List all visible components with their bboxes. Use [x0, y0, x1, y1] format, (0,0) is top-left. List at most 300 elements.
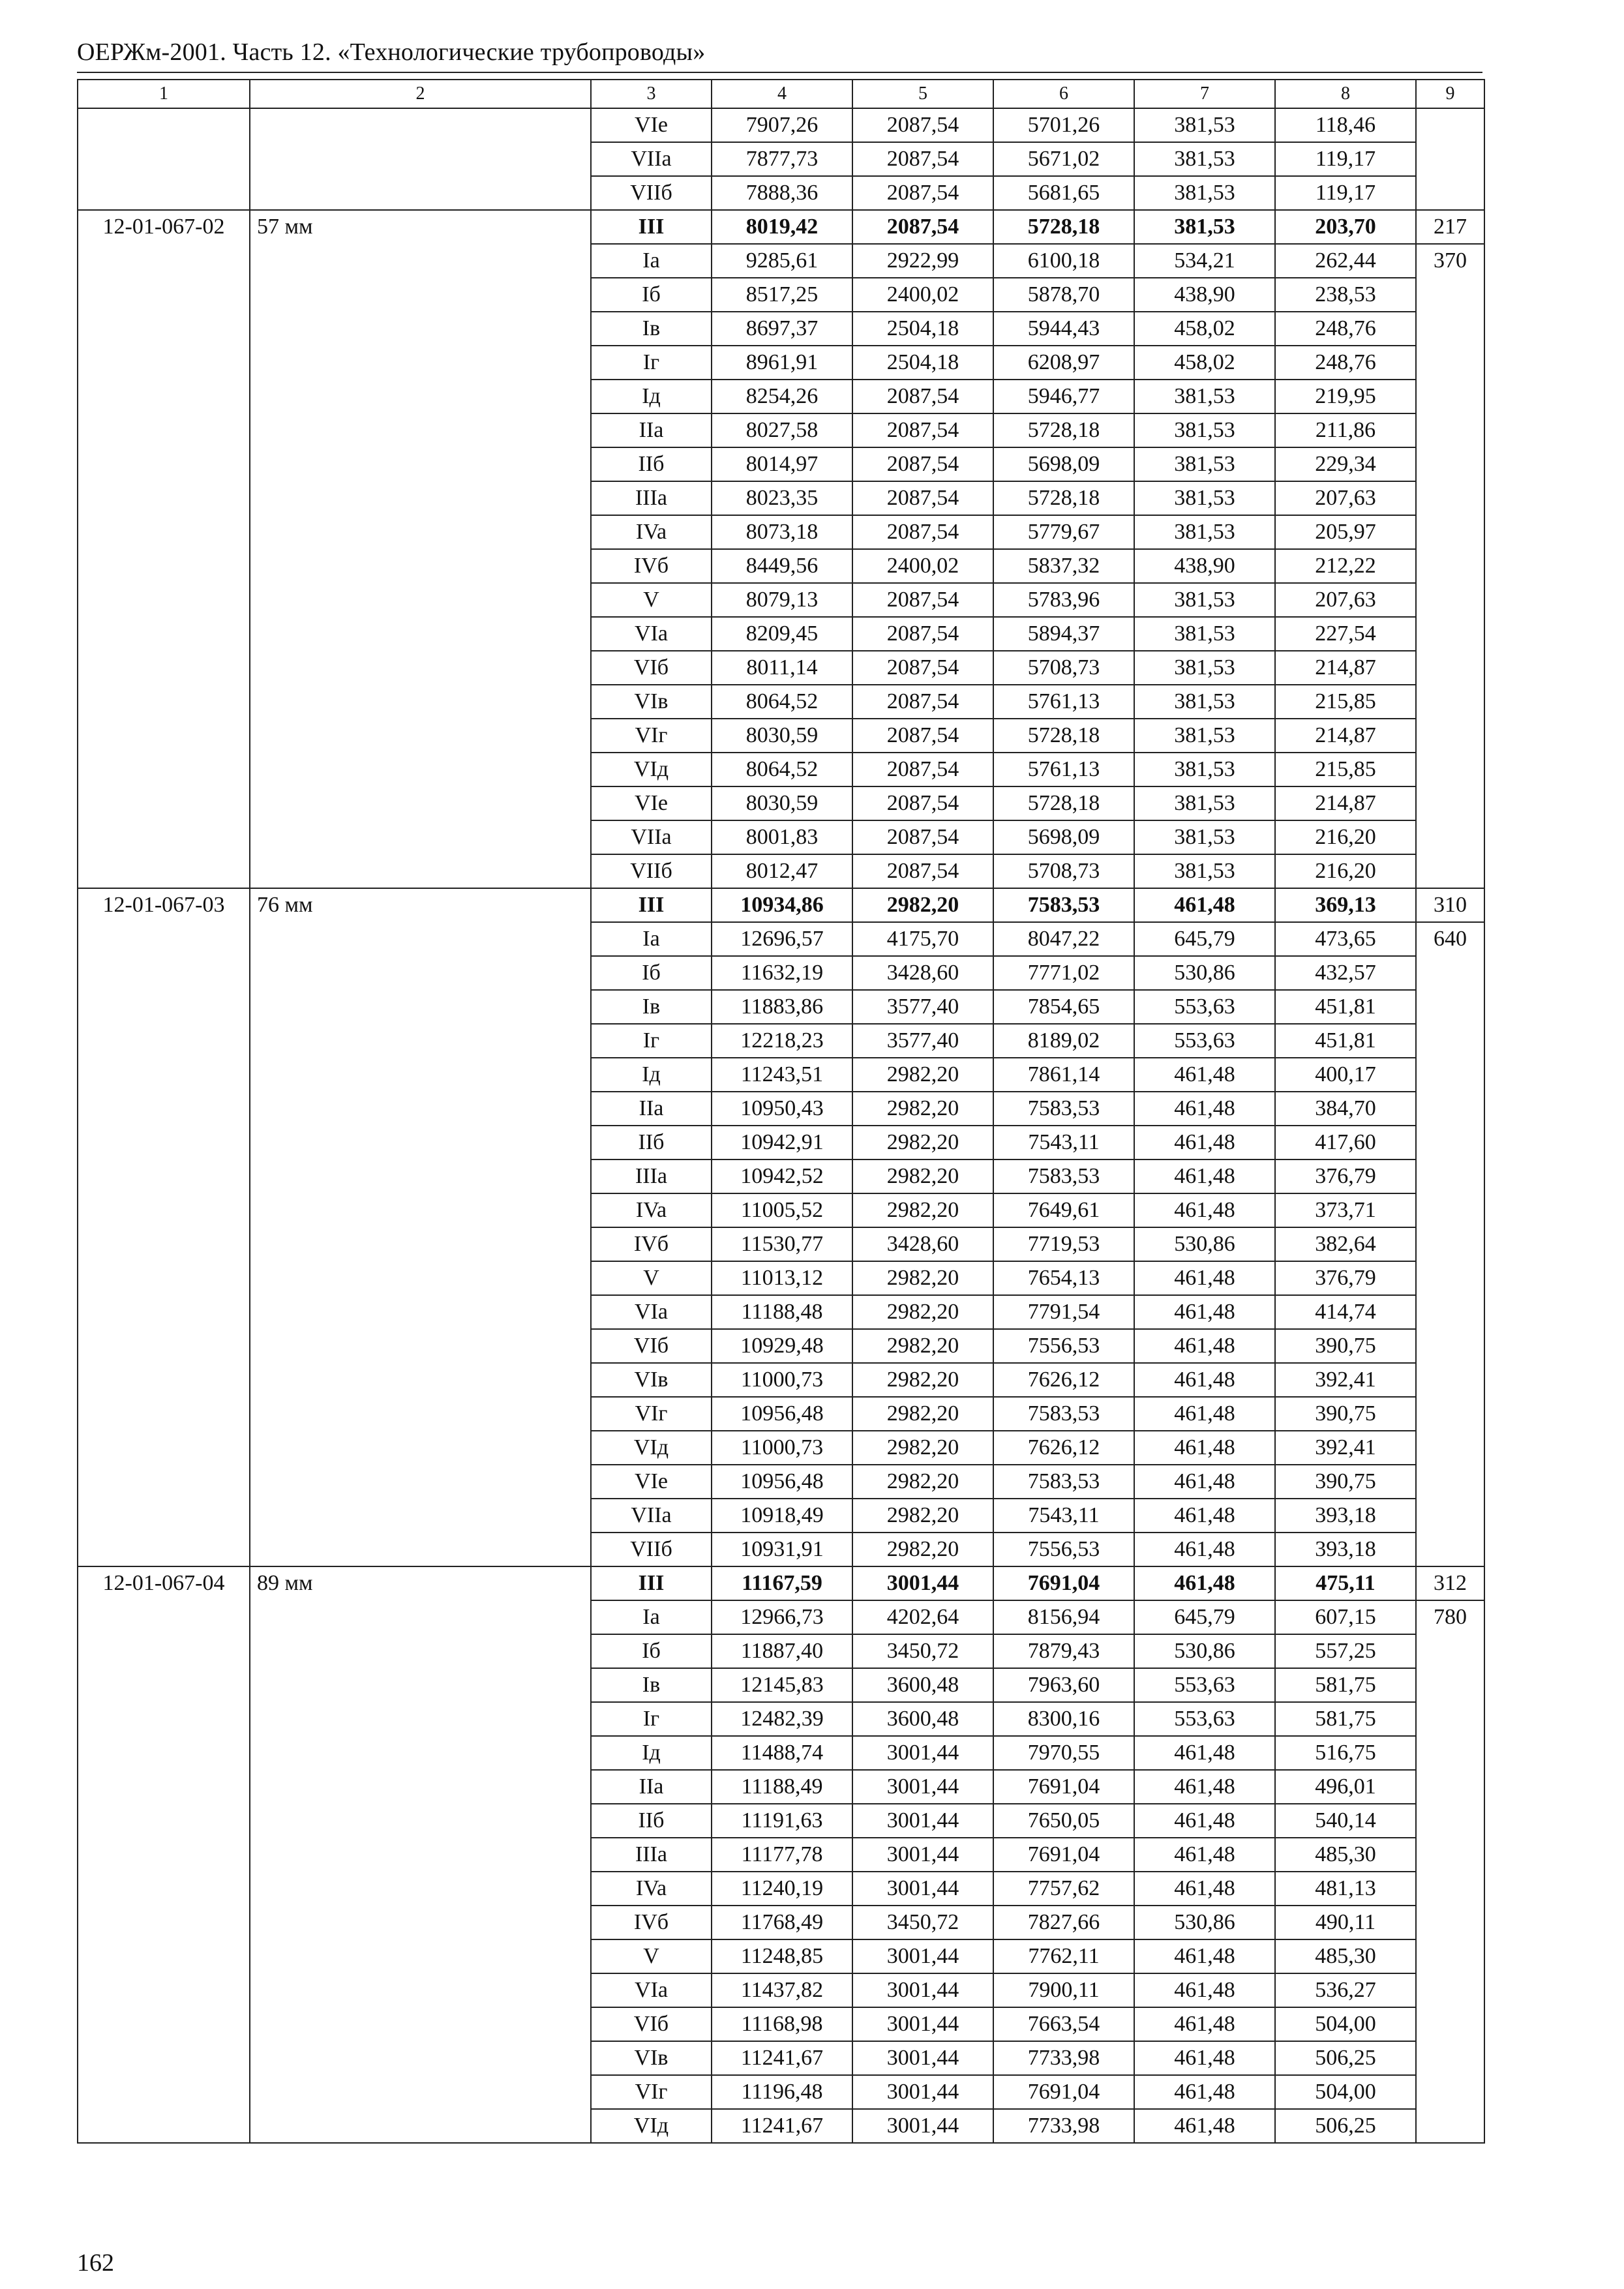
- zone-cell: IIIa: [591, 1838, 712, 1872]
- value-cell: 7583,53: [993, 1159, 1134, 1193]
- col9-cell: 370: [1416, 244, 1484, 888]
- value-cell: 219,95: [1275, 380, 1416, 413]
- pipe-size-cell: 76 мм: [250, 888, 591, 1566]
- value-cell: 248,76: [1275, 346, 1416, 380]
- value-cell: 3001,44: [852, 1939, 993, 1973]
- col9-cell: 780: [1416, 1600, 1484, 2143]
- zone-cell: VIe: [591, 786, 712, 820]
- value-cell: 5728,18: [993, 719, 1134, 753]
- value-cell: 376,79: [1275, 1159, 1416, 1193]
- value-cell: 7907,26: [712, 108, 852, 142]
- value-cell: 5698,09: [993, 820, 1134, 854]
- zone-cell: Iг: [591, 1702, 712, 1736]
- value-cell: 10931,91: [712, 1533, 852, 1566]
- value-cell: 11013,12: [712, 1261, 852, 1295]
- value-cell: 11196,48: [712, 2075, 852, 2109]
- value-cell: 461,48: [1134, 1770, 1275, 1804]
- value-cell: 461,48: [1134, 1804, 1275, 1838]
- value-cell: 461,48: [1134, 1499, 1275, 1533]
- value-cell: 461,48: [1134, 1566, 1275, 1600]
- value-cell: 534,21: [1134, 244, 1275, 278]
- value-cell: 7583,53: [993, 1465, 1134, 1499]
- value-cell: 473,65: [1275, 922, 1416, 956]
- value-cell: 8047,22: [993, 922, 1134, 956]
- value-cell: 11188,48: [712, 1295, 852, 1329]
- zone-cell: IIб: [591, 1126, 712, 1159]
- value-cell: 384,70: [1275, 1092, 1416, 1126]
- value-cell: 2087,54: [852, 108, 993, 142]
- zone-cell: Iб: [591, 278, 712, 312]
- value-cell: 214,87: [1275, 651, 1416, 685]
- value-cell: 119,17: [1275, 176, 1416, 210]
- table-row: [78, 1566, 1484, 1600]
- page-number: 162: [77, 2249, 114, 2277]
- value-cell: 10934,86: [712, 888, 852, 922]
- value-cell: 12696,57: [712, 922, 852, 956]
- value-cell: 8209,45: [712, 617, 852, 651]
- zone-cell: VIв: [591, 2041, 712, 2075]
- value-cell: 11241,67: [712, 2041, 852, 2075]
- value-cell: 506,25: [1275, 2109, 1416, 2143]
- value-cell: 381,53: [1134, 820, 1275, 854]
- value-cell: 485,30: [1275, 1838, 1416, 1872]
- value-cell: 12482,39: [712, 1702, 852, 1736]
- value-cell: 2982,20: [852, 1295, 993, 1329]
- value-cell: 8697,37: [712, 312, 852, 346]
- zone-cell: VIг: [591, 719, 712, 753]
- value-cell: 205,97: [1275, 515, 1416, 549]
- zone-cell: VIIб: [591, 1533, 712, 1566]
- zone-cell: Iг: [591, 1024, 712, 1058]
- zone-cell: VIIб: [591, 176, 712, 210]
- value-cell: 12966,73: [712, 1600, 852, 1634]
- value-cell: 7663,54: [993, 2007, 1134, 2041]
- value-cell: 2982,20: [852, 1363, 993, 1397]
- zone-cell: VIб: [591, 651, 712, 685]
- value-cell: 7733,98: [993, 2041, 1134, 2075]
- zone-cell: IIб: [591, 447, 712, 481]
- value-cell: 5946,77: [993, 380, 1134, 413]
- value-cell: 369,13: [1275, 888, 1416, 922]
- value-cell: 3001,44: [852, 2007, 993, 2041]
- value-cell: 10942,52: [712, 1159, 852, 1193]
- value-cell: 530,86: [1134, 1906, 1275, 1939]
- rate-code-cell: [78, 108, 250, 210]
- header-rule: [77, 72, 1482, 73]
- value-cell: 461,48: [1134, 1295, 1275, 1329]
- value-cell: 11883,86: [712, 990, 852, 1024]
- value-cell: 2982,20: [852, 1533, 993, 1566]
- value-cell: 2087,54: [852, 481, 993, 515]
- value-cell: 553,63: [1134, 1702, 1275, 1736]
- value-cell: 2400,02: [852, 549, 993, 583]
- zone-cell: IIa: [591, 413, 712, 447]
- value-cell: 2087,54: [852, 617, 993, 651]
- col9-cell: 640: [1416, 922, 1484, 1566]
- value-cell: 475,11: [1275, 1566, 1416, 1600]
- value-cell: 3600,48: [852, 1668, 993, 1702]
- value-cell: 393,18: [1275, 1499, 1416, 1533]
- value-cell: 417,60: [1275, 1126, 1416, 1159]
- value-cell: 207,63: [1275, 481, 1416, 515]
- value-cell: 7861,14: [993, 1058, 1134, 1092]
- value-cell: 216,20: [1275, 820, 1416, 854]
- value-cell: 461,48: [1134, 1363, 1275, 1397]
- rates-table: [77, 79, 1485, 2144]
- value-cell: 2982,20: [852, 1329, 993, 1363]
- value-cell: 381,53: [1134, 583, 1275, 617]
- value-cell: 118,46: [1275, 108, 1416, 142]
- zone-cell: Ia: [591, 244, 712, 278]
- value-cell: 8449,56: [712, 549, 852, 583]
- value-cell: 2982,20: [852, 1126, 993, 1159]
- column-number: 7: [1134, 80, 1275, 108]
- zone-cell: IVб: [591, 549, 712, 583]
- zone-cell: Iд: [591, 1736, 712, 1770]
- value-cell: 11248,85: [712, 1939, 852, 1973]
- value-cell: 553,63: [1134, 1024, 1275, 1058]
- value-cell: 7556,53: [993, 1533, 1134, 1566]
- zone-cell: IVa: [591, 1193, 712, 1227]
- zone-cell: VIa: [591, 1973, 712, 2007]
- value-cell: 540,14: [1275, 1804, 1416, 1838]
- value-cell: 7757,62: [993, 1872, 1134, 1906]
- value-cell: 7827,66: [993, 1906, 1134, 1939]
- value-cell: 8019,42: [712, 210, 852, 244]
- table-row: [78, 108, 1484, 142]
- value-cell: 11241,67: [712, 2109, 852, 2143]
- value-cell: 4202,64: [852, 1600, 993, 1634]
- value-cell: 2087,54: [852, 210, 993, 244]
- value-cell: 7719,53: [993, 1227, 1134, 1261]
- zone-cell: Iд: [591, 380, 712, 413]
- zone-cell: IVб: [591, 1906, 712, 1939]
- value-cell: 393,18: [1275, 1533, 1416, 1566]
- value-cell: 7543,11: [993, 1126, 1134, 1159]
- value-cell: 7626,12: [993, 1431, 1134, 1465]
- value-cell: 8517,25: [712, 278, 852, 312]
- value-cell: 461,48: [1134, 1465, 1275, 1499]
- value-cell: 381,53: [1134, 108, 1275, 142]
- zone-cell: IVa: [591, 1872, 712, 1906]
- zone-cell: VIe: [591, 108, 712, 142]
- value-cell: 216,20: [1275, 854, 1416, 888]
- value-cell: 262,44: [1275, 244, 1416, 278]
- value-cell: 400,17: [1275, 1058, 1416, 1092]
- pipe-size-cell: [250, 108, 591, 210]
- value-cell: 11768,49: [712, 1906, 852, 1939]
- value-cell: 5708,73: [993, 651, 1134, 685]
- table-body: [78, 80, 1484, 2143]
- value-cell: 8300,16: [993, 1702, 1134, 1736]
- value-cell: 2982,20: [852, 1193, 993, 1227]
- zone-cell: VIд: [591, 753, 712, 786]
- zone-cell: V: [591, 1261, 712, 1295]
- value-cell: 8961,91: [712, 346, 852, 380]
- value-cell: 506,25: [1275, 2041, 1416, 2075]
- value-cell: 7970,55: [993, 1736, 1134, 1770]
- value-cell: 10942,91: [712, 1126, 852, 1159]
- value-cell: 2087,54: [852, 142, 993, 176]
- value-cell: 3001,44: [852, 1838, 993, 1872]
- value-cell: 2982,20: [852, 1261, 993, 1295]
- column-number: 6: [993, 80, 1134, 108]
- pipe-size-cell: 57 мм: [250, 210, 591, 888]
- zone-cell: Iв: [591, 1668, 712, 1702]
- col9-cell: 312: [1416, 1566, 1484, 1600]
- value-cell: 5783,96: [993, 583, 1134, 617]
- value-cell: 2504,18: [852, 312, 993, 346]
- value-cell: 2982,20: [852, 888, 993, 922]
- value-cell: 2982,20: [852, 1465, 993, 1499]
- zone-cell: V: [591, 583, 712, 617]
- value-cell: 5671,02: [993, 142, 1134, 176]
- value-cell: 381,53: [1134, 142, 1275, 176]
- column-number: 8: [1275, 80, 1416, 108]
- table-row: [78, 888, 1484, 922]
- value-cell: 5698,09: [993, 447, 1134, 481]
- value-cell: 381,53: [1134, 786, 1275, 820]
- zone-cell: VIIa: [591, 142, 712, 176]
- column-number-row: [78, 80, 1484, 108]
- value-cell: 2504,18: [852, 346, 993, 380]
- zone-cell: Iв: [591, 990, 712, 1024]
- value-cell: 10918,49: [712, 1499, 852, 1533]
- value-cell: 2982,20: [852, 1092, 993, 1126]
- value-cell: 7654,13: [993, 1261, 1134, 1295]
- value-cell: 6100,18: [993, 244, 1134, 278]
- value-cell: 214,87: [1275, 719, 1416, 753]
- value-cell: 8030,59: [712, 719, 852, 753]
- value-cell: 119,17: [1275, 142, 1416, 176]
- value-cell: 8189,02: [993, 1024, 1134, 1058]
- value-cell: 248,76: [1275, 312, 1416, 346]
- value-cell: 536,27: [1275, 1973, 1416, 2007]
- value-cell: 381,53: [1134, 481, 1275, 515]
- zone-cell: VIв: [591, 685, 712, 719]
- value-cell: 7556,53: [993, 1329, 1134, 1363]
- value-cell: 2400,02: [852, 278, 993, 312]
- value-cell: 451,81: [1275, 990, 1416, 1024]
- value-cell: 7650,05: [993, 1804, 1134, 1838]
- zone-cell: Iг: [591, 346, 712, 380]
- column-number: 2: [250, 80, 591, 108]
- value-cell: 8156,94: [993, 1600, 1134, 1634]
- value-cell: 3428,60: [852, 1227, 993, 1261]
- value-cell: 2087,54: [852, 515, 993, 549]
- value-cell: 5681,65: [993, 176, 1134, 210]
- value-cell: 530,86: [1134, 956, 1275, 990]
- value-cell: 11168,98: [712, 2007, 852, 2041]
- value-cell: 2087,54: [852, 380, 993, 413]
- value-cell: 5728,18: [993, 210, 1134, 244]
- zone-cell: VIa: [591, 1295, 712, 1329]
- value-cell: 461,48: [1134, 1872, 1275, 1906]
- value-cell: 7771,02: [993, 956, 1134, 990]
- value-cell: 11632,19: [712, 956, 852, 990]
- zone-cell: Iб: [591, 956, 712, 990]
- zone-cell: VIб: [591, 2007, 712, 2041]
- zone-cell: Iб: [591, 1634, 712, 1668]
- value-cell: 504,00: [1275, 2075, 1416, 2109]
- zone-cell: VIIб: [591, 854, 712, 888]
- rate-code-cell: 12-01-067-04: [78, 1566, 250, 2143]
- value-cell: 381,53: [1134, 380, 1275, 413]
- value-cell: 382,64: [1275, 1227, 1416, 1261]
- value-cell: 553,63: [1134, 990, 1275, 1024]
- value-cell: 8064,52: [712, 753, 852, 786]
- value-cell: 10956,48: [712, 1465, 852, 1499]
- value-cell: 7543,11: [993, 1499, 1134, 1533]
- value-cell: 6208,97: [993, 346, 1134, 380]
- value-cell: 461,48: [1134, 888, 1275, 922]
- value-cell: 581,75: [1275, 1668, 1416, 1702]
- column-number: 1: [78, 80, 250, 108]
- value-cell: 3577,40: [852, 990, 993, 1024]
- value-cell: 238,53: [1275, 278, 1416, 312]
- page-header: ОЕРЖм-2001. Часть 12. «Технологические трубопроводы»: [77, 38, 706, 66]
- value-cell: 7879,43: [993, 1634, 1134, 1668]
- value-cell: 7733,98: [993, 2109, 1134, 2143]
- zone-cell: IIa: [591, 1770, 712, 1804]
- value-cell: 5728,18: [993, 786, 1134, 820]
- value-cell: 7649,61: [993, 1193, 1134, 1227]
- value-cell: 3001,44: [852, 1736, 993, 1770]
- value-cell: 3450,72: [852, 1634, 993, 1668]
- value-cell: 2087,54: [852, 651, 993, 685]
- value-cell: 461,48: [1134, 1261, 1275, 1295]
- zone-cell: Iд: [591, 1058, 712, 1092]
- value-cell: 438,90: [1134, 278, 1275, 312]
- value-cell: 7626,12: [993, 1363, 1134, 1397]
- value-cell: 10929,48: [712, 1329, 852, 1363]
- rate-code-cell: 12-01-067-02: [78, 210, 250, 888]
- value-cell: 376,79: [1275, 1261, 1416, 1295]
- value-cell: 461,48: [1134, 1533, 1275, 1566]
- value-cell: 461,48: [1134, 1973, 1275, 2007]
- value-cell: 229,34: [1275, 447, 1416, 481]
- value-cell: 5944,43: [993, 312, 1134, 346]
- zone-cell: VIг: [591, 2075, 712, 2109]
- value-cell: 461,48: [1134, 1159, 1275, 1193]
- value-cell: 645,79: [1134, 922, 1275, 956]
- zone-cell: III: [591, 210, 712, 244]
- table-row: [78, 210, 1484, 244]
- col9-cell: [1416, 108, 1484, 210]
- value-cell: 7963,60: [993, 1668, 1134, 1702]
- value-cell: 2087,54: [852, 719, 993, 753]
- value-cell: 7888,36: [712, 176, 852, 210]
- value-cell: 7583,53: [993, 1397, 1134, 1431]
- zone-cell: Iв: [591, 312, 712, 346]
- value-cell: 8014,97: [712, 447, 852, 481]
- value-cell: 3001,44: [852, 1770, 993, 1804]
- value-cell: 458,02: [1134, 312, 1275, 346]
- value-cell: 11188,49: [712, 1770, 852, 1804]
- value-cell: 207,63: [1275, 583, 1416, 617]
- value-cell: 12218,23: [712, 1024, 852, 1058]
- value-cell: 11243,51: [712, 1058, 852, 1092]
- value-cell: 5728,18: [993, 413, 1134, 447]
- zone-cell: V: [591, 1939, 712, 1973]
- value-cell: 461,48: [1134, 1092, 1275, 1126]
- value-cell: 8001,83: [712, 820, 852, 854]
- value-cell: 458,02: [1134, 346, 1275, 380]
- value-cell: 461,48: [1134, 1838, 1275, 1872]
- value-cell: 7791,54: [993, 1295, 1134, 1329]
- value-cell: 557,25: [1275, 1634, 1416, 1668]
- col9-cell: 310: [1416, 888, 1484, 922]
- value-cell: 645,79: [1134, 1600, 1275, 1634]
- value-cell: 461,48: [1134, 2007, 1275, 2041]
- value-cell: 2087,54: [852, 753, 993, 786]
- column-number: 9: [1416, 80, 1484, 108]
- value-cell: 504,00: [1275, 2007, 1416, 2041]
- value-cell: 2087,54: [852, 820, 993, 854]
- zone-cell: VIe: [591, 1465, 712, 1499]
- zone-cell: Ia: [591, 1600, 712, 1634]
- value-cell: 10950,43: [712, 1092, 852, 1126]
- value-cell: 2922,99: [852, 244, 993, 278]
- value-cell: 461,48: [1134, 2075, 1275, 2109]
- value-cell: 381,53: [1134, 651, 1275, 685]
- value-cell: 7900,11: [993, 1973, 1134, 2007]
- value-cell: 5761,13: [993, 753, 1134, 786]
- value-cell: 432,57: [1275, 956, 1416, 990]
- value-cell: 461,48: [1134, 1329, 1275, 1363]
- value-cell: 3450,72: [852, 1906, 993, 1939]
- value-cell: 2982,20: [852, 1058, 993, 1092]
- value-cell: 3001,44: [852, 2109, 993, 2143]
- value-cell: 461,48: [1134, 1193, 1275, 1227]
- value-cell: 8027,58: [712, 413, 852, 447]
- rate-code-cell: 12-01-067-03: [78, 888, 250, 1566]
- value-cell: 5701,26: [993, 108, 1134, 142]
- value-cell: 461,48: [1134, 1058, 1275, 1092]
- value-cell: 12145,83: [712, 1668, 852, 1702]
- value-cell: 11000,73: [712, 1363, 852, 1397]
- value-cell: 7877,73: [712, 142, 852, 176]
- value-cell: 11437,82: [712, 1973, 852, 2007]
- column-number: 5: [852, 80, 993, 108]
- value-cell: 3600,48: [852, 1702, 993, 1736]
- value-cell: 2087,54: [852, 447, 993, 481]
- value-cell: 381,53: [1134, 447, 1275, 481]
- value-cell: 2087,54: [852, 176, 993, 210]
- value-cell: 461,48: [1134, 2109, 1275, 2143]
- zone-cell: VIд: [591, 1431, 712, 1465]
- value-cell: 215,85: [1275, 685, 1416, 719]
- zone-cell: IIб: [591, 1804, 712, 1838]
- value-cell: 381,53: [1134, 854, 1275, 888]
- value-cell: 11191,63: [712, 1804, 852, 1838]
- value-cell: 381,53: [1134, 413, 1275, 447]
- value-cell: 553,63: [1134, 1668, 1275, 1702]
- value-cell: 4175,70: [852, 922, 993, 956]
- value-cell: 2982,20: [852, 1499, 993, 1533]
- value-cell: 7691,04: [993, 1566, 1134, 1600]
- value-cell: 215,85: [1275, 753, 1416, 786]
- value-cell: 8012,47: [712, 854, 852, 888]
- value-cell: 2087,54: [852, 583, 993, 617]
- zone-cell: Ia: [591, 922, 712, 956]
- value-cell: 3001,44: [852, 1973, 993, 2007]
- value-cell: 11240,19: [712, 1872, 852, 1906]
- value-cell: 211,86: [1275, 413, 1416, 447]
- value-cell: 381,53: [1134, 753, 1275, 786]
- zone-cell: VIIa: [591, 820, 712, 854]
- value-cell: 2982,20: [852, 1159, 993, 1193]
